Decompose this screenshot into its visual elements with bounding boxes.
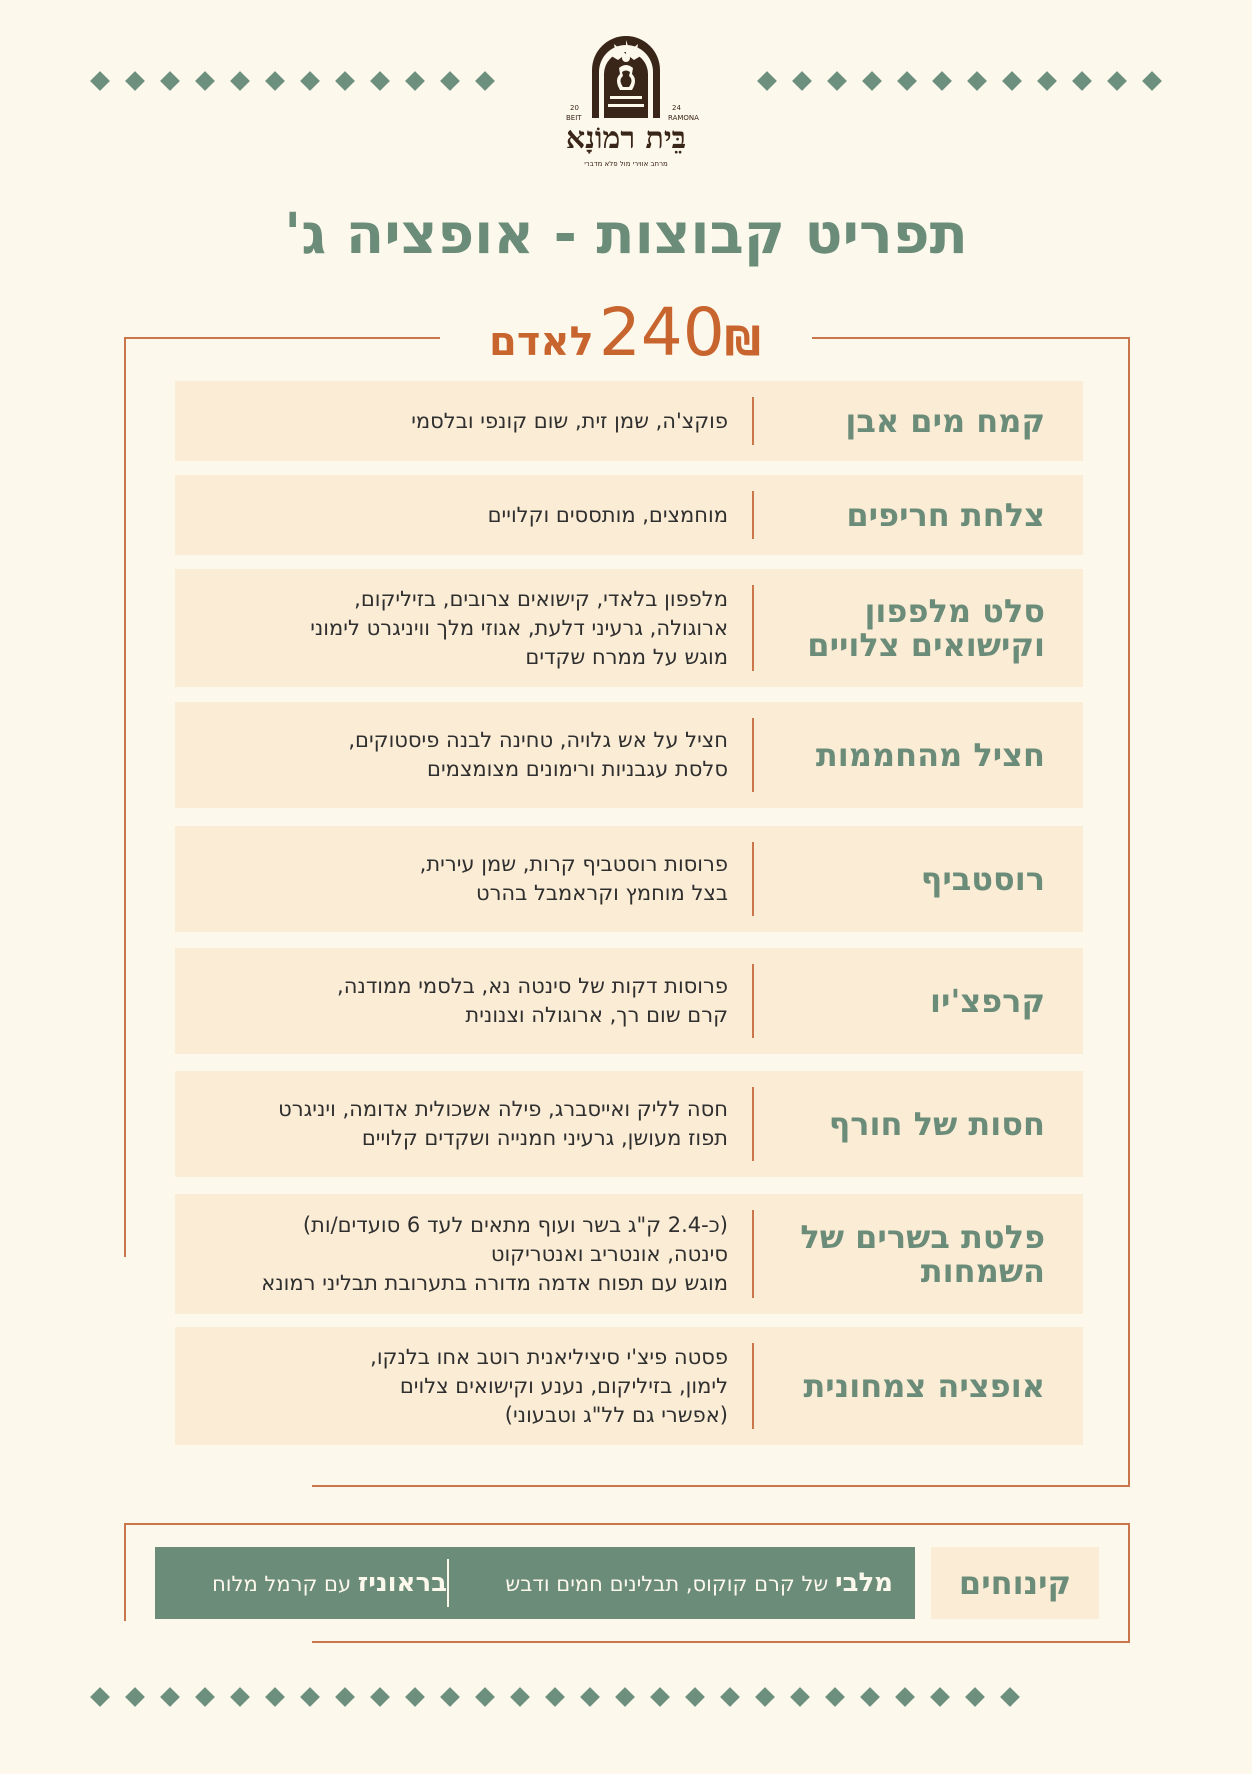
dish-description	[188, 569, 728, 687]
dish-description-line: פרוסות רוסטביף קרות, שמן עירית,	[419, 852, 728, 876]
diamond-icon	[90, 1687, 110, 1707]
dish-name	[775, 702, 1045, 808]
diamond-icon	[405, 1687, 425, 1707]
diamond-icon	[757, 71, 777, 91]
diamond-icon	[790, 1687, 810, 1707]
dish-description-line: סינטה, אונטריב ואנטריקוט	[490, 1241, 728, 1266]
dish-name	[775, 1194, 1045, 1314]
menu-row	[175, 381, 1083, 461]
menu-row	[175, 1327, 1083, 1445]
logo-name: בֵּית רמוֹנָא	[565, 121, 687, 156]
dish-description-line: פסטה פיצ'י סיציליאנית רוטב אחו בלנקו,	[370, 1344, 728, 1369]
dish-name	[775, 948, 1045, 1054]
menu-row	[175, 569, 1083, 687]
desserts-label: קינוחים	[931, 1547, 1099, 1619]
dessert-item-brownies-name: בראוניז	[357, 1568, 447, 1598]
diamond-icon	[265, 1687, 285, 1707]
dish-name-text: סלט מלפפון וקישואים צלויים	[807, 592, 1045, 664]
row-separator	[752, 491, 754, 539]
diamond-icon	[1142, 71, 1162, 91]
price-currency: ₪	[724, 319, 761, 365]
dish-name-text: חסות של חורף	[828, 1105, 1045, 1143]
dish-name-text: קמח מים אבן	[845, 402, 1045, 440]
dessert-frame-right	[1128, 1523, 1130, 1643]
page-title: תפריט קבוצות - אופציה ג'	[284, 202, 968, 267]
dessert-frame-top	[124, 1523, 1130, 1525]
menu-row	[175, 475, 1083, 555]
dish-description	[188, 1071, 728, 1177]
dish-description-line: חציל על אש גלויה, טחינה לבנה פיסטוקים,	[348, 728, 728, 752]
row-separator	[752, 1343, 754, 1429]
dish-name-text: פלטת בשרים של השמחות	[800, 1218, 1045, 1290]
frame-top-right	[812, 337, 1130, 339]
dish-name-text: אופציה צמחונית	[803, 1367, 1045, 1405]
diamond-icon	[792, 71, 812, 91]
dish-name	[775, 381, 1045, 461]
diamond-icon	[825, 1687, 845, 1707]
diamond-icon	[932, 71, 952, 91]
dish-description-line: (אפשרי גם לל"ג וטבעוני)	[504, 1402, 728, 1427]
diamond-icon	[370, 1687, 390, 1707]
row-separator	[752, 397, 754, 445]
diamond-icon	[300, 1687, 320, 1707]
menu-row	[175, 1194, 1083, 1314]
dish-name-text: קרפצ'יו	[930, 982, 1045, 1020]
row-separator	[752, 842, 754, 916]
dessert-frame-bottom	[312, 1641, 1130, 1643]
diamond-icon	[230, 1687, 250, 1707]
dish-description	[188, 1327, 728, 1445]
diamond-icon	[720, 1687, 740, 1707]
diamond-icon	[1002, 71, 1022, 91]
dish-name	[775, 826, 1045, 932]
diamond-icon	[1000, 1687, 1020, 1707]
diamond-icon	[895, 1687, 915, 1707]
dish-description-line: מוגש על ממרח שקדים	[525, 644, 728, 669]
dish-description	[188, 475, 728, 555]
dish-description-line: (כ-2.4 ק"ג בשר ועוף מתאים לעד 6 סועדים/ות)	[302, 1212, 728, 1237]
menu-row	[175, 702, 1083, 808]
dish-description	[188, 1194, 728, 1314]
diamond-icon	[475, 1687, 495, 1707]
diamond-icon	[1037, 71, 1057, 91]
diamond-icon	[967, 71, 987, 91]
dish-description-line: ארוגולה, גרעיני דלעת, אגוזי מלך וויניגרט לימוני	[310, 615, 728, 640]
row-separator	[752, 585, 754, 671]
logo-latin-left: BEIT	[566, 114, 582, 122]
dish-description-line: פוקצ'ה, שמן זית, שום קונפי ובלסמי	[411, 408, 728, 433]
dish-description	[188, 381, 728, 461]
dessert-item-brownies	[167, 1547, 447, 1619]
diamond-icon	[615, 1687, 635, 1707]
dish-description	[188, 702, 728, 808]
logo-tagline: מרחב אווירי מול פלא מדברי	[584, 160, 668, 168]
dessert-frame-left	[124, 1523, 126, 1621]
frame-left	[124, 337, 126, 1257]
dish-name	[775, 1327, 1045, 1445]
dish-name	[775, 1071, 1045, 1177]
diamond-icon	[755, 1687, 775, 1707]
logo	[548, 34, 704, 174]
menu-row	[175, 1071, 1083, 1177]
diamond-icon	[965, 1687, 985, 1707]
dish-description-line: פרוסות דקות של סינטה נא, בלסמי ממודנה,	[337, 974, 728, 998]
frame-right	[1128, 337, 1130, 1487]
row-separator	[752, 1210, 754, 1298]
dish-description-line: תפוז מעושן, גרעיני חמנייה ושקדים קלויים	[361, 1126, 728, 1150]
diamond-icon	[827, 71, 847, 91]
dish-description-line: קרם שום רך, ארוגולה וצנונית	[465, 1003, 728, 1027]
dessert-item-brownies-desc: עם קרמל מלוח	[212, 1572, 358, 1596]
diamond-icon	[930, 1687, 950, 1707]
diamond-icon	[160, 1687, 180, 1707]
logo-year-right: 24	[672, 104, 681, 112]
row-separator	[752, 1087, 754, 1161]
diamond-icon	[1072, 71, 1092, 91]
dessert-item-malabi-desc: של קרם קוקוס, תבלינים חמים ודבש	[505, 1572, 835, 1596]
diamond-icon	[125, 1687, 145, 1707]
price-amount: 240	[598, 294, 725, 371]
diamond-icon	[335, 1687, 355, 1707]
logo-year-left: 20	[570, 104, 579, 112]
dish-description-line: סלסת עגבניות ורימונים מצומצמים	[427, 757, 728, 781]
dessert-item-malabi-name: מלבי	[834, 1568, 893, 1598]
dish-name	[775, 569, 1045, 687]
dish-name-text: חציל מהחממות	[815, 736, 1045, 774]
diamond-icon	[860, 1687, 880, 1707]
dish-description	[188, 826, 728, 932]
diamond-icon	[862, 71, 882, 91]
row-separator	[752, 718, 754, 792]
diamond-icon	[580, 1687, 600, 1707]
dish-description	[188, 948, 728, 1054]
diamond-icon	[510, 1687, 530, 1707]
dish-name-text: צלחת חריפים	[846, 496, 1045, 534]
dish-description-line: בצל מוחמץ וקראמבל בהרט	[475, 881, 728, 905]
dessert-item-malabi	[473, 1547, 893, 1619]
diamond-icon	[685, 1687, 705, 1707]
dish-description-line: לימון, בזיליקום, נענע וקישואים צלוים	[399, 1373, 728, 1398]
desserts-bar	[155, 1547, 915, 1619]
diamond-icon	[1107, 71, 1127, 91]
bottom-diamonds	[0, 1686, 1252, 1708]
menu-row	[175, 948, 1083, 1054]
dish-name-text: רוסטביף	[920, 860, 1045, 898]
frame-top-left	[124, 337, 440, 339]
dessert-separator	[447, 1559, 449, 1607]
diamond-icon	[650, 1687, 670, 1707]
logo-arch-icon	[586, 34, 666, 118]
dish-description-line: חסה לליק ואייסברג, פילה אשכולית אדומה, ויניגרט	[278, 1097, 728, 1121]
menu-row	[175, 826, 1083, 932]
dish-description-line: מלפפון בלאדי, קישואים צרובים, בזיליקום,	[354, 586, 728, 611]
diamond-icon	[195, 1687, 215, 1707]
dish-name	[775, 475, 1045, 555]
price-per: לאדם	[489, 319, 594, 365]
logo-latin-right: RAMONA	[668, 114, 699, 122]
dish-description-line: מוגש עם תפוח אדמה מדורה בתערובת תבליני רמונא	[261, 1270, 728, 1295]
diamond-icon	[440, 1687, 460, 1707]
diamond-icon	[545, 1687, 565, 1707]
price	[440, 296, 810, 387]
dish-description-line: מוחמצים, מותססים וקלויים	[487, 502, 728, 527]
diamond-icon	[897, 71, 917, 91]
frame-bottom	[312, 1485, 1130, 1487]
row-separator	[752, 964, 754, 1038]
